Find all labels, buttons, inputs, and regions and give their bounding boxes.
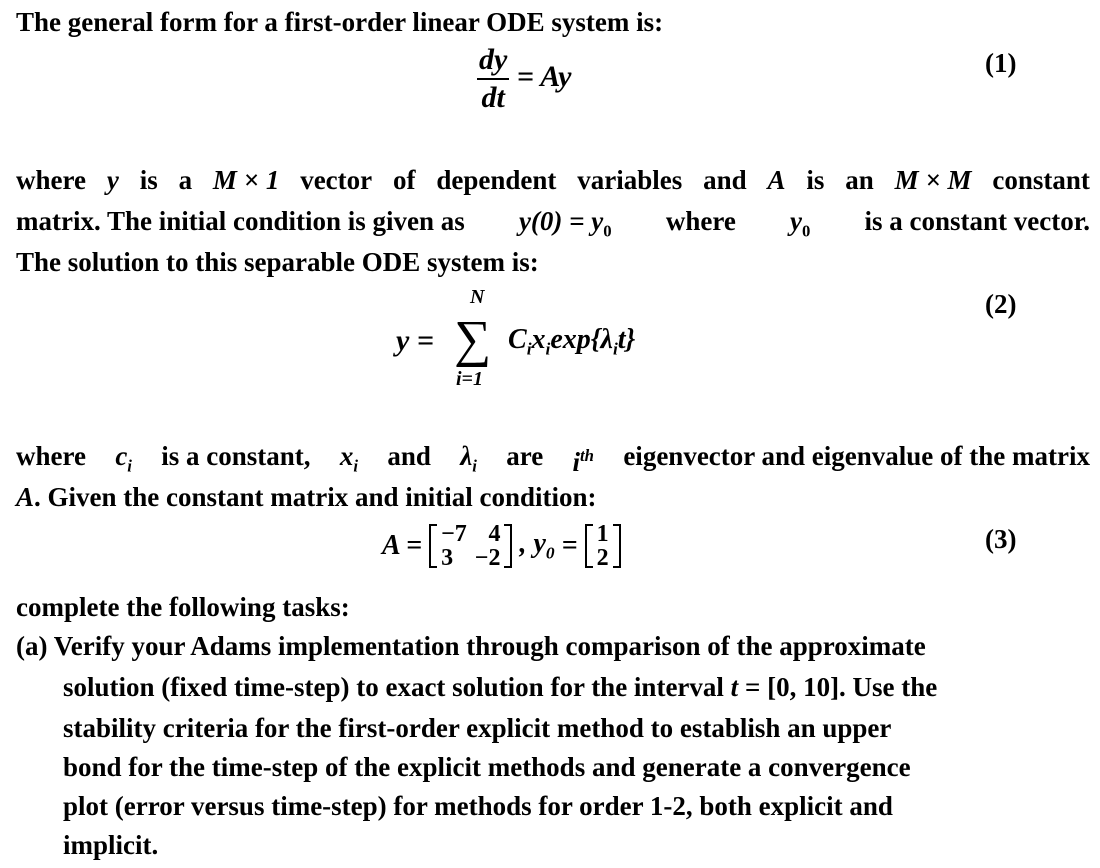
subscript: i xyxy=(612,339,618,359)
text: where xyxy=(665,206,736,236)
equation-3 xyxy=(382,522,621,570)
para1-line3: The solution to this separable ODE system is: xyxy=(16,247,539,277)
fraction-denominator: dt xyxy=(481,81,505,114)
matrix-A xyxy=(429,522,512,570)
var-A: A xyxy=(767,165,786,195)
dim-m-by-1: M × 1 xyxy=(212,165,280,195)
equation-2 xyxy=(396,286,696,400)
matrix-cell: 2 xyxy=(596,545,609,571)
dim-m-by-m: M × M xyxy=(894,165,972,195)
word: constant xyxy=(992,165,1090,195)
var-A: A xyxy=(16,482,35,512)
equation-2-lhs: y = xyxy=(396,324,434,357)
task-a-line5: plot (error versus time-step) for methods for order 1-2, both explicit and xyxy=(63,791,893,821)
word: vector xyxy=(300,165,373,195)
var-ith xyxy=(573,440,594,482)
equation-3-y0 xyxy=(519,528,555,563)
matrix-row xyxy=(593,522,613,546)
subscript: i xyxy=(353,456,359,476)
text: are xyxy=(506,441,544,471)
var-y0 xyxy=(790,205,810,247)
subscript: i xyxy=(526,339,532,359)
matrix-A-table xyxy=(437,522,504,570)
subscript: i xyxy=(127,456,132,476)
matrix-row xyxy=(437,522,504,546)
tasks-intro: complete the following tasks: xyxy=(16,592,350,622)
para2-line1 xyxy=(16,440,1090,482)
math-c: c xyxy=(115,441,128,471)
var-y: y xyxy=(106,165,119,195)
task-a-line4: bond for the time-step of the explicit methods and generate a convergence xyxy=(63,752,911,782)
word: of xyxy=(393,165,416,195)
text: eigenvector and eigenvalue of the matrix xyxy=(623,441,1090,471)
vector-y0-table xyxy=(593,522,613,570)
equation-3-lhs: A = xyxy=(382,530,423,561)
task-a-line1: (a) Verify your Adams implementation through comparison of the approximate xyxy=(16,631,926,661)
t-close: t} xyxy=(617,324,636,355)
math-i: i xyxy=(572,447,581,477)
equation-2-number: (2) xyxy=(985,289,1017,319)
var-lambda-i xyxy=(460,440,477,482)
sigma-symbol: ∑ xyxy=(454,311,492,368)
text: is a constant vector. xyxy=(864,206,1090,236)
word: is xyxy=(139,165,158,195)
math-lambda: λ xyxy=(460,441,473,471)
word: a xyxy=(178,165,193,195)
task-a-line2 xyxy=(63,671,937,703)
fraction-dy-dt xyxy=(477,42,509,116)
word: variables xyxy=(577,165,683,195)
task-a-line3: stability criteria for the first-order explicit method to establish an upper xyxy=(63,713,892,743)
matrix-row xyxy=(437,546,504,570)
text: = [0, 10]. Use the xyxy=(744,672,938,702)
matrix-cell: −7 xyxy=(441,521,467,547)
matrix-row xyxy=(593,546,613,570)
task-a-line6: implicit. xyxy=(63,830,159,860)
para2-line2 xyxy=(16,481,597,513)
word: and xyxy=(703,165,747,195)
subscript: 0 xyxy=(801,221,811,241)
equation-1-rhs: = Ay xyxy=(516,59,572,93)
matrix-cell: 4 xyxy=(488,521,501,547)
eigvec: x xyxy=(531,324,546,355)
equation-2-body xyxy=(508,324,635,360)
subscript: 0 xyxy=(545,543,555,563)
exp: exp{λ xyxy=(550,324,613,355)
math-y0: y(0) = y xyxy=(518,206,604,236)
var-ci xyxy=(115,440,132,482)
separator: , y xyxy=(519,528,546,560)
para1-line2 xyxy=(16,205,1090,247)
text: where xyxy=(16,441,86,471)
word: dependent xyxy=(436,165,557,195)
word: where xyxy=(16,165,86,195)
intro-line: The general form for a first-order linear ODE system is: xyxy=(16,7,664,37)
vector-y0 xyxy=(585,522,621,570)
equation-1-number: (1) xyxy=(985,48,1017,78)
coef: C xyxy=(508,324,527,355)
math-x: x xyxy=(339,441,354,471)
matrix-cell: 3 xyxy=(441,545,454,571)
matrix-cell: −2 xyxy=(474,545,501,571)
var-t: t xyxy=(730,672,739,702)
initial-condition xyxy=(519,205,612,247)
text: solution (fixed time-step) to exact solution for the interval xyxy=(63,672,724,702)
text: is a constant, xyxy=(161,441,311,471)
sum-lower-limit: i=1 xyxy=(456,368,483,390)
word: is xyxy=(806,165,825,195)
text: and xyxy=(387,441,431,471)
sum-upper-limit: N xyxy=(470,286,485,308)
equation-3-number: (3) xyxy=(985,524,1017,554)
subscript: i xyxy=(472,456,477,476)
subscript: i xyxy=(545,339,551,359)
subscript: 0 xyxy=(603,221,612,241)
matrix-cell: 1 xyxy=(596,521,609,547)
text: . Given the constant matrix and initial condition: xyxy=(34,482,597,512)
math-y: y xyxy=(789,206,802,236)
text: matrix. The initial condition is given as xyxy=(16,206,465,236)
para1-line1 xyxy=(16,164,1090,196)
equation-1 xyxy=(477,42,571,116)
superscript: th xyxy=(580,446,594,465)
var-xi xyxy=(340,440,358,482)
fraction-numerator: dy xyxy=(477,42,509,80)
equals-sign: = xyxy=(561,530,578,561)
word: an xyxy=(845,165,874,195)
